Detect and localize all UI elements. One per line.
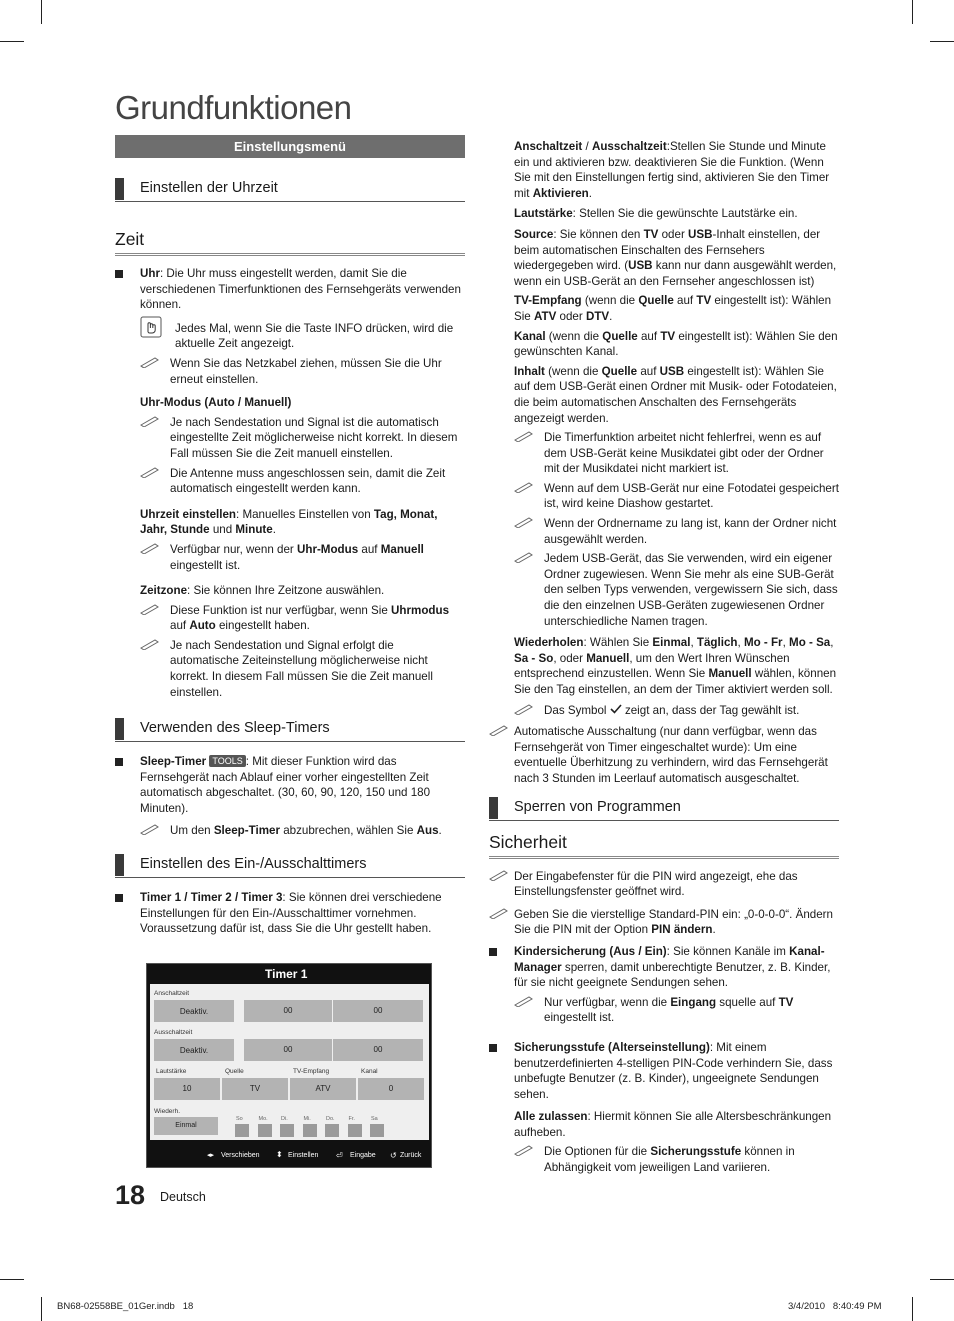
pencil-note-icon — [489, 907, 509, 924]
osd-day-label: Mi. — [303, 1116, 311, 1122]
osd-back-label: Zurück — [400, 1152, 422, 1159]
pencil-note-icon — [514, 516, 534, 533]
checkmark-icon — [610, 704, 622, 717]
bullet-uhr: Uhr: Die Uhr muss eingestellt werden, damit Sie die verschiedenen Timerfunktionen des Fernsehgeräts verwenden können. — [115, 266, 465, 313]
source-desc: Source: Sie können den TV oder USB-Inhalt einstellen, der beim automatischen Einschalten des Fernsehers wiedergegeben wird. (USB kann nur dann ausgewählt werden, wenn ein USB-Gerät an den Fernseher angeschlossen ist) — [514, 227, 837, 288]
note-sicherheit-2: Geben Sie die vierstellige Standard-PIN ein: „0-0-0-0“. Ändern Sie die PIN mit der Option PIN ändern. — [489, 907, 839, 938]
pencil-note-icon — [489, 724, 509, 741]
page-language: Deutsch — [160, 1190, 206, 1204]
osd-day-checkbox[interactable] — [258, 1124, 272, 1137]
osd-ausschalt-minute[interactable]: 00 — [333, 1039, 423, 1061]
osd-wiederh-label: Wiederh. — [154, 1108, 181, 1115]
osd-lautstaerke-label: Lautstärke — [156, 1068, 187, 1075]
arrows-ud-icon: ⬍ — [276, 1150, 283, 1159]
osd-anschalt-minute[interactable]: 00 — [333, 1000, 423, 1022]
osd-tvempfang-label: TV-Empfang — [293, 1068, 330, 1075]
osd-day-checkbox[interactable] — [235, 1124, 249, 1137]
tvempfang-desc: TV-Empfang (wenn die Quelle auf TV eingestellt ist): Wählen Sie ATV oder DTV. — [514, 294, 832, 323]
osd-lautstaerke-value[interactable]: 10 — [154, 1078, 220, 1100]
note-inhalt-3: Wenn der Ordnername zu lang ist, kann der Ordner nicht ausgewählt werden. — [489, 516, 839, 547]
pencil-note-icon — [514, 430, 534, 447]
bullet-sleep: Sleep-Timer TOOLS : Mit dieser Funktion wird das Fernsehgerät nach Ablauf einer vorher eingestellten Zeit automatisch abgeschaltet. (30, 60, 90, 120, 150 und 180 Minuten). — [115, 754, 465, 816]
pencil-note-icon — [140, 415, 160, 432]
bullet-sicherungsstufe: Sicherungsstufe (Alterseinstellung): Mit einem benutzerdefinierten 4-stelligen PIN-Code verhindern Sie, dass unbefugte Benutzer (z. B. Kinder), ungeeignete Sendungen sehen. — [489, 1040, 839, 1102]
pencil-note-icon — [489, 869, 509, 886]
pencil-note-icon — [514, 1144, 534, 1161]
osd-day-checkbox[interactable] — [370, 1124, 384, 1137]
pencil-note-icon — [514, 481, 534, 498]
uhrmodus-label: Uhr-Modus (Auto / Manuell) — [140, 396, 292, 410]
crop-mark — [912, 0, 913, 24]
osd-tvempfang-value[interactable]: ATV — [290, 1078, 356, 1100]
timer-osd — [146, 963, 432, 1168]
bullet-timer: Timer 1 / Timer 2 / Timer 3: Sie können drei verschiedene Einstellungen für den Ein-/Ausschalttimer vornehmen. Voraussetzung dafür ist, dass Sie die Uhr gestellt haben. — [115, 890, 465, 937]
anschaltzeit-desc: Anschaltzeit / Ausschaltzeit:Stellen Sie Stunde und Minute ein und aktivieren bzw. deaktivieren Sie die Funktion. (Wenn Sie mit den Einstellungen fertig sind, aktivieren Sie den Timer mit Aktivieren. — [514, 140, 830, 200]
note-uhrmodus-2: Die Antenne muss angeschlossen sein, damit die Zeit automatisch eingestellt werden kann. — [115, 466, 465, 497]
osd-ausschaltzeit-label: Ausschaltzeit — [154, 1029, 193, 1036]
right-column — [489, 139, 839, 1176]
osd-title: Timer 1 — [265, 967, 308, 981]
subheading-sperren: Sperren von Programmen — [489, 797, 839, 821]
bullet-kindersicherung: Kindersicherung (Aus / Ein): Sie können Kanäle im Kanal-Manager sperren, damit unberechtigte Benutzer, z. B. Kinder, für sie nicht geeignete Sendungen sehen. — [489, 944, 839, 991]
heading-zeit: Zeit — [115, 228, 465, 256]
note-uhrmodus-1: Je nach Sendestation und Signal ist die automatisch eingestellte Zeit möglicherweise nicht korrekt. In diesem Fall müssen Sie die Zeit manuell einstellen. — [115, 415, 465, 462]
osd-adjust-label: Einstellen — [288, 1152, 319, 1159]
inhalt-desc: Inhalt (wenn die Quelle auf USB eingestellt ist): Wählen Sie auf dem USB-Gerät einen Ordner mit Musik- oder Fotodateien, die beim automatischen Anschalten des Fernsehgeräts angezeigt werden. — [514, 364, 837, 425]
osd-day-label: Di. — [281, 1116, 288, 1122]
lautstaerke-desc: Lautstärke: Stellen Sie die gewünschte Lautstärke ein. — [514, 207, 798, 221]
pencil-note-icon — [140, 638, 160, 655]
osd-anschalt-hour[interactable]: 00 — [244, 1000, 332, 1022]
crop-mark — [912, 1297, 913, 1321]
note-inhalt-1: Die Timerfunktion arbeitet nicht fehlerfrei, wenn es auf dem USB-Gerät keine Musikdatei gibt oder der Ordner mit der Musikdatei nicht markiert ist. — [489, 430, 839, 477]
note-sleep: Um den Sleep-Timer abzubrechen, wählen Sie Aus. — [115, 823, 465, 839]
osd-day-label: Sa — [371, 1116, 378, 1122]
zeitzone: Zeitzone: Sie können Ihre Zeitzone auswählen. — [140, 584, 385, 598]
osd-footer — [147, 1146, 433, 1166]
osd-anschalt-status[interactable]: Deaktiv. — [154, 1000, 234, 1022]
wiederholen-desc: Wiederholen: Wählen Sie Einmal, Täglich, Mo - Fr, Mo - Sa, Sa - So, oder Manuell, um den Wert Ihren Wünschen entsprechend einzustellen. Wenn Sie Manuell wählen, können Sie den Tag einstellen, an dem der Timer aktiviert werden soll. — [514, 636, 837, 696]
pencil-note-icon — [140, 356, 160, 373]
note-wiederholen: Das Symbol zeigt an, dass der Tag gewählt ist. — [489, 703, 839, 719]
hand-icon — [140, 316, 162, 343]
osd-day-checkbox[interactable] — [348, 1124, 362, 1137]
subheading-sleep: Verwenden des Sleep-Timers — [115, 718, 465, 742]
note-auto-ausschaltung: Automatische Ausschaltung (nur dann verfügbar, wenn das Fernsehgerät von Timer eingeschaltet wurde): Um eine eventuelle Überhitzung zu verhindern, wird das Fernsehgerät nach 3 Stunden im Leerlauf automatisch ausgeschaltet. — [489, 724, 839, 786]
print-date: 3/4/2010 8:40:49 PM — [788, 1301, 882, 1312]
note-inhalt-4: Jedem USB-Gerät, das Sie verwenden, wird ein eigener Ordner zugewiesen. Wenn Sie mehr als eine SUB-Gerät den selben Typs verwenden, vergewissern Sie sich, dass die den einzelnen USB-Geräten zugewiesenen Ordner unterschiedliche Namen tragen. — [489, 551, 839, 629]
osd-ausschalt-hour[interactable]: 00 — [244, 1039, 332, 1061]
return-icon: ↺ — [390, 1151, 397, 1160]
osd-quelle-value[interactable]: TV — [222, 1078, 288, 1100]
osd-day-label: Fr. — [348, 1116, 355, 1122]
pencil-note-icon — [140, 542, 160, 559]
uhrzeit-einstellen: Uhrzeit einstellen: Manuelles Einstellen von Tag, Monat, Jahr, Stunde und Minute. — [140, 507, 438, 537]
note-uhrzeit: Verfügbar nur, wenn der Uhr-Modus auf Manuell eingestellt ist. — [115, 542, 465, 573]
note-info: Jedes Mal, wenn Sie die Taste INFO drücken, wird die aktuelle Zeit angezeigt. — [115, 321, 465, 352]
arrows-lr-icon: ◂▸ — [207, 1152, 215, 1159]
left-column — [115, 178, 465, 937]
crop-mark — [0, 41, 24, 42]
note-sicherungsstufe: Die Optionen für die Sicherungsstufe können in Abhängigkeit vom jeweiligen Land variieren. — [489, 1144, 839, 1175]
pencil-note-icon — [514, 703, 534, 720]
osd-anschaltzeit-label: Anschaltzeit — [154, 990, 190, 997]
crop-mark — [930, 41, 954, 42]
page-title: Grundfunktionen — [115, 89, 352, 126]
osd-enter-label: Eingabe — [350, 1152, 376, 1159]
file-info: BN68-02558BE_01Ger.indb 18 — [57, 1301, 194, 1312]
osd-quelle-label: Quelle — [225, 1068, 244, 1075]
osd-kanal-value[interactable]: 0 — [358, 1078, 424, 1100]
pencil-note-icon — [140, 823, 160, 840]
osd-day-checkbox[interactable] — [303, 1124, 317, 1137]
tools-badge: TOOLS — [209, 755, 245, 767]
heading-sicherheit: Sicherheit — [489, 831, 839, 859]
pencil-note-icon — [140, 603, 160, 620]
osd-day-label: Do. — [326, 1116, 335, 1122]
menu-bar: Einstellungsmenü — [115, 135, 465, 158]
note-zeitzone-2: Je nach Sendestation und Signal erfolgt die automatische Zeiteinstellung möglicherweise nicht korrekt. In diesem Fall müssen Sie die Zeit manuell einstellen. — [115, 638, 465, 700]
osd-panel — [150, 984, 429, 1140]
note-sicherheit-1: Der Eingabefenster für die PIN wird angezeigt, ehe das Einstellungsfenster geöffnet wird. — [489, 869, 839, 900]
subheading-uhrzeit: Einstellen der Uhrzeit — [115, 178, 465, 202]
osd-day-label: Mo. — [258, 1116, 268, 1122]
pencil-note-icon — [140, 466, 160, 483]
osd-wiederh-value[interactable]: Einmal — [154, 1117, 218, 1135]
subheading-timer: Einstellen des Ein-/Ausschalttimers — [115, 854, 465, 878]
crop-mark — [41, 1297, 42, 1321]
osd-kanal-label: Kanal — [361, 1068, 378, 1075]
osd-day-label: So — [236, 1116, 243, 1122]
page-number: 18 — [115, 1180, 146, 1210]
enter-icon: ⏎ — [336, 1151, 343, 1160]
pencil-note-icon — [514, 995, 534, 1012]
pencil-note-icon — [514, 551, 534, 568]
osd-ausschalt-status[interactable]: Deaktiv. — [154, 1039, 234, 1061]
crop-mark — [41, 0, 42, 24]
alle-zulassen: Alle zulassen: Hiermit können Sie alle Altersbeschränkungen aufheben. — [514, 1110, 832, 1139]
osd-move-label: Verschieben — [221, 1152, 260, 1159]
note-kabel: Wenn Sie das Netzkabel ziehen, müssen Sie die Uhr erneut einstellen. — [115, 356, 465, 387]
crop-mark — [930, 1279, 954, 1280]
note-kindersicherung: Nur verfügbar, wenn die Eingang squelle auf TV eingestellt ist. — [489, 995, 839, 1026]
osd-day-checkbox[interactable] — [325, 1124, 339, 1137]
note-inhalt-2: Wenn auf dem USB-Gerät nur eine Fotodatei gespeichert ist, wird keine Diashow gestartet. — [489, 481, 839, 512]
kanal-desc: Kanal (wenn die Quelle auf TV eingestellt ist): Wählen Sie den gewünschten Kanal. — [514, 329, 838, 359]
osd-day-checkbox[interactable] — [280, 1124, 294, 1137]
note-zeitzone-1: Diese Funktion ist nur verfügbar, wenn Sie Uhrmodus auf Auto eingestellt haben. — [115, 603, 465, 634]
crop-mark — [0, 1279, 24, 1280]
